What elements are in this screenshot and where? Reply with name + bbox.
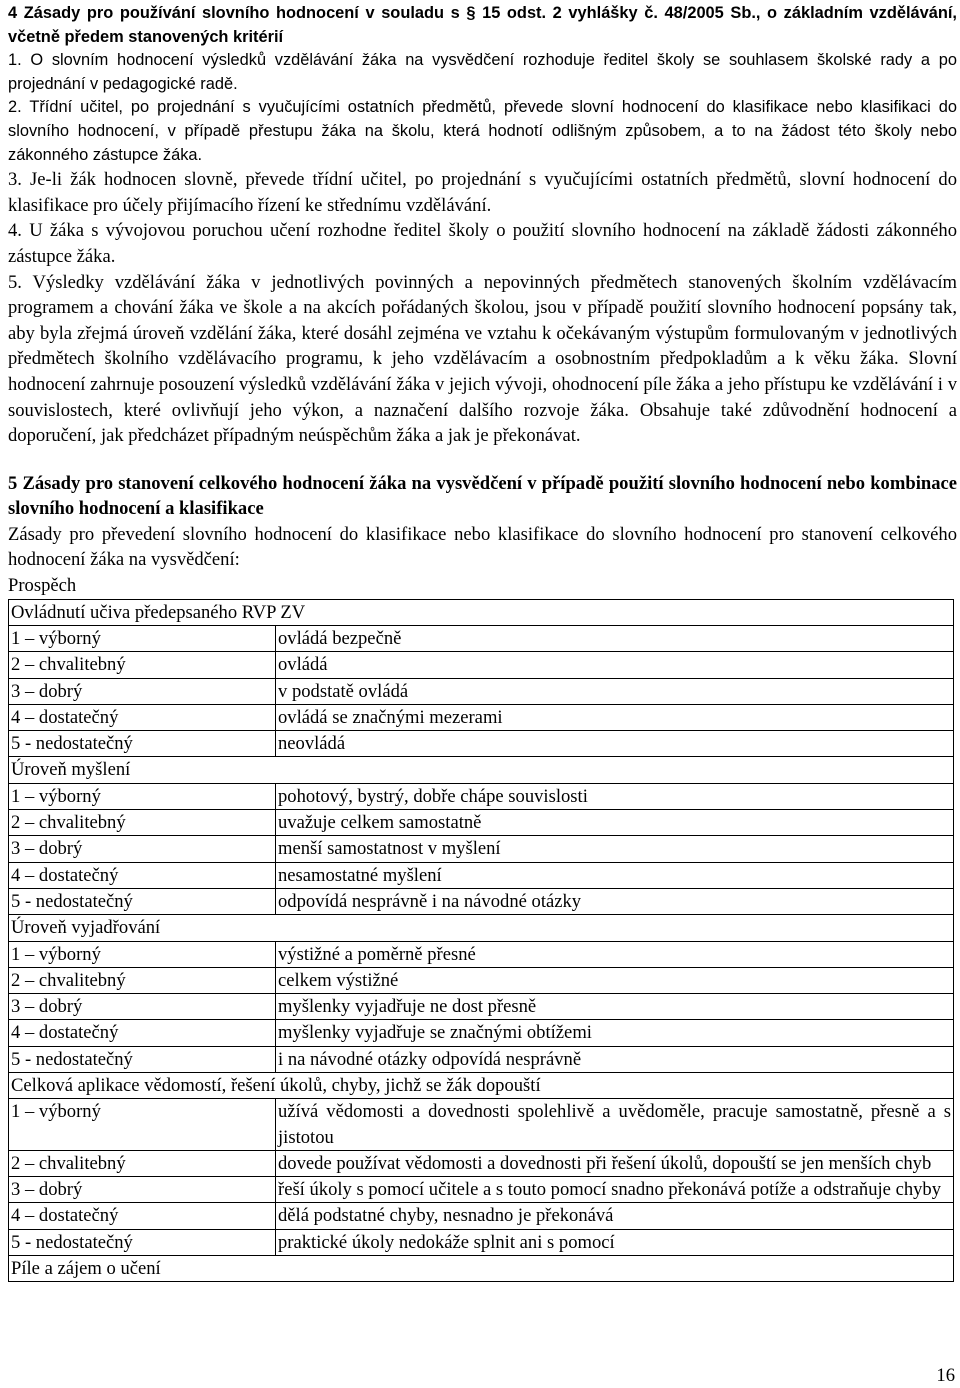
table-group-header-row	[9, 757, 954, 783]
description-cell: ovládá se značnými mezerami	[276, 704, 954, 730]
description-cell: užívá vědomosti a dovednosti spolehlivě a uvědoměle, pracuje samostatně, přesně a s jistotou	[276, 1099, 954, 1151]
table-row	[9, 1203, 954, 1229]
description-cell: ovládá	[276, 652, 954, 678]
table-row	[9, 1229, 954, 1255]
description-cell: výstižné a poměrně přesné	[276, 941, 954, 967]
evaluation-table	[8, 599, 954, 1283]
section-5-intro: Zásady pro převedení slovního hodnocení do klasifikace nebo klasifikace do slovního hodnocení pro stanovení celkového hodnocení žáka na vysvědčení:	[8, 523, 957, 571]
description-cell: dovede používat vědomosti a dovednosti při řešení úkolů, dopouští se jen menších chyb	[276, 1150, 954, 1176]
table-row	[9, 783, 954, 809]
description-cell: pohotový, bystrý, dobře chápe souvislosti	[276, 783, 954, 809]
grade-cell: 4 – dostatečný	[9, 704, 276, 730]
table-row	[9, 1177, 954, 1203]
table-row	[9, 1150, 954, 1176]
grade-cell: 3 – dobrý	[9, 678, 276, 704]
table-row	[9, 994, 954, 1020]
description-cell: neovládá	[276, 731, 954, 757]
description-cell: myšlenky vyjadřuje ne dost přesně	[276, 994, 954, 1020]
grade-cell: 4 – dostatečný	[9, 1020, 276, 1046]
description-cell: praktické úkoly nedokáže splnit ani s pomocí	[276, 1229, 954, 1255]
description-cell: celkem výstižné	[276, 967, 954, 993]
description-cell: uvažuje celkem samostatně	[276, 810, 954, 836]
table-group-title: Úroveň vyjadřování	[9, 915, 954, 941]
grade-cell: 2 – chvalitebný	[9, 652, 276, 678]
section-5-subtitle: Prospěch	[8, 575, 77, 597]
grade-cell: 4 – dostatečný	[9, 1203, 276, 1229]
description-cell: menší samostatnost v myšlení	[276, 836, 954, 862]
table-group-title: Ovládnutí učiva předepsaného RVP ZV	[9, 599, 954, 625]
table-row	[9, 1099, 954, 1151]
grade-cell: 1 – výborný	[9, 1099, 276, 1151]
section-4-heading: 4 Zásady pro používání slovního hodnocení v souladu s § 15 odst. 2 vyhlášky č. 48/2005 Sb., o základním vzdělávání, včetně předem stanovených kritérií	[8, 4, 957, 46]
table-row	[9, 888, 954, 914]
table-row	[9, 1020, 954, 1046]
table-row	[9, 941, 954, 967]
section-5-heading: 5 Zásady pro stanovení celkového hodnocení žáka na vysvědčení v případě použití slovního hodnocení nebo kombinace slovního hodnocení a klasifikace	[8, 472, 957, 520]
grade-cell: 1 – výborný	[9, 783, 276, 809]
table-group-header-row	[9, 915, 954, 941]
grade-cell: 3 – dobrý	[9, 836, 276, 862]
table-group-title: Úroveň myšlení	[9, 757, 954, 783]
table-row	[9, 731, 954, 757]
section-4-paragraph-1: 1. O slovním hodnocení výsledků vzdělávání žáka na vysvědčení rozhoduje ředitel školy se souhlasem školské rady a po projednání v pedagogické radě.	[8, 51, 957, 93]
grade-cell: 2 – chvalitebný	[9, 810, 276, 836]
grade-cell: 5 - nedostatečný	[9, 731, 276, 757]
description-cell: odpovídá nesprávně i na návodné otázky	[276, 888, 954, 914]
table-row	[9, 836, 954, 862]
grade-cell: 2 – chvalitebný	[9, 1150, 276, 1176]
section-4-paragraph-4: 4. U žáka s vývojovou poruchou učení rozhodne ředitel školy o použití slovního hodnocení na základě žádosti zákonného zástupce žáka.	[8, 220, 957, 267]
table-group-title: Celková aplikace vědomostí, řešení úkolů, chyby, jichž se žák dopouští	[9, 1073, 954, 1099]
section-4-paragraph-5: 5. Výsledky vzdělávání žáka v jednotlivých povinných a nepovinných předmětech stanovených školním vzdělávacím programem a chování žáka ve škole a na akcích pořádaných školou, jsou v případě použití slovního hodnocení popsány tak, aby byla zřejmá úroveň vzdělání žáka, které dosáhl zejména ve vztahu k očekávaným výstupům formulovaným v jednotlivých předmětech školního vzdělávacího programu, k jeho vzdělávacím a osobnostním předpokladům a k věku žáka. Slovní hodnocení zahrnuje posouzení výsledků vzdělávání žáka v jejich vývoji, ohodnocení píle žáka a jeho přístupu ke vzdělávání i v souvislostech, které ovlivňují jeho výkon, a naznačení dalšího rozvoje žáka. Obsahuje také zdůvodnění hodnocení a doporučení, jak předcházet případným neúspěchům žáka a jak je překonávat.	[8, 271, 957, 447]
description-cell: řeší úkoly s pomocí učitele a s touto pomocí snadno překonává potíže a odstraňuje chyby	[276, 1177, 954, 1203]
table-group-header-row	[9, 1256, 954, 1282]
grade-cell: 4 – dostatečný	[9, 862, 276, 888]
grade-cell: 3 – dobrý	[9, 1177, 276, 1203]
grade-cell: 2 – chvalitebný	[9, 967, 276, 993]
grade-cell: 1 – výborný	[9, 625, 276, 651]
evaluation-table-body	[9, 599, 954, 1282]
table-row	[9, 1046, 954, 1072]
description-cell: nesamostatné myšlení	[276, 862, 954, 888]
grade-cell: 5 - nedostatečný	[9, 1046, 276, 1072]
table-group-header-row	[9, 599, 954, 625]
table-group-title: Píle a zájem o učení	[9, 1256, 954, 1282]
grade-cell: 3 – dobrý	[9, 994, 276, 1020]
table-row	[9, 652, 954, 678]
table-row	[9, 810, 954, 836]
table-row	[9, 862, 954, 888]
grade-cell: 1 – výborný	[9, 941, 276, 967]
table-row	[9, 967, 954, 993]
page-number: 16	[936, 1365, 955, 1386]
description-cell: i na návodné otázky odpovídá nesprávně	[276, 1046, 954, 1072]
grade-cell: 5 - nedostatečný	[9, 1229, 276, 1255]
description-cell: myšlenky vyjadřuje se značnými obtížemi	[276, 1020, 954, 1046]
table-group-header-row	[9, 1073, 954, 1099]
description-cell: dělá podstatné chyby, nesnadno je překonává	[276, 1203, 954, 1229]
section-4-paragraph-2: 2. Třídní učitel, po projednání s vyučujícími ostatních předmětů, převede slovní hodnocení do klasifikace nebo klasifikaci do slovního hodnocení, v případě přestupu žáka na školu, která hodnotí odlišným způsobem, a to na žádost této školy nebo zákonného zástupce žáka.	[8, 98, 957, 164]
section-4-paragraph-3: 3. Je-li žák hodnocen slovně, převede třídní učitel, po projednání s vyučujícími ostatních předmětů, slovní hodnocení do klasifikace pro účely přijímacího řízení ke střednímu vzdělávání.	[8, 169, 957, 216]
description-cell: v podstatě ovládá	[276, 678, 954, 704]
paragraph-gap	[8, 449, 957, 471]
document-page	[8, 2, 957, 1282]
table-row	[9, 625, 954, 651]
grade-cell: 5 - nedostatečný	[9, 888, 276, 914]
table-row	[9, 704, 954, 730]
description-cell: ovládá bezpečně	[276, 625, 954, 651]
table-row	[9, 678, 954, 704]
